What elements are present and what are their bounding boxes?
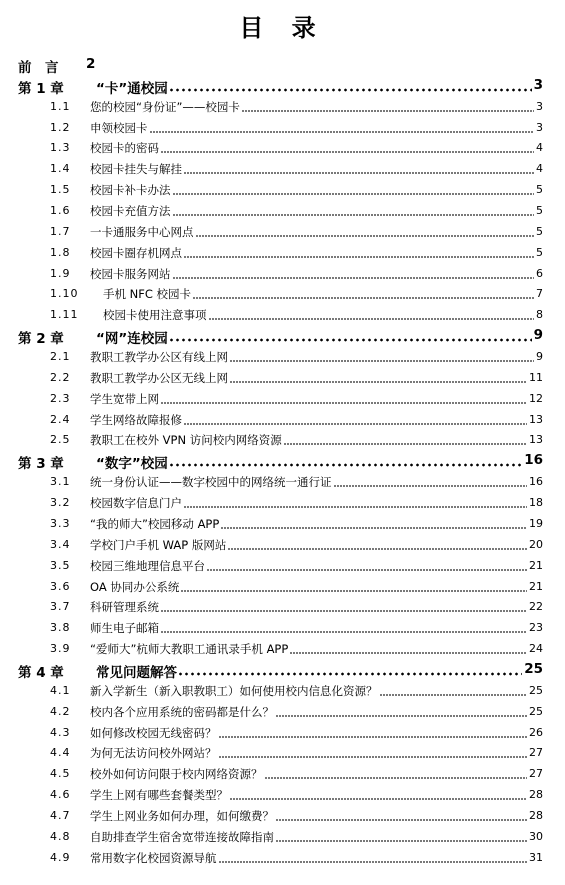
toc-section-entry[interactable] (0, 409, 565, 429)
toc-dot-leader (276, 810, 527, 822)
toc-entry-page: 21 (529, 579, 543, 593)
toc-entry-number: 1.1 (50, 99, 71, 113)
toc-entry-number: 1.7 (50, 224, 71, 238)
toc-entry-title: 您的校园“身份证”——校园卡 (90, 99, 240, 114)
toc-section-entry[interactable] (0, 117, 565, 137)
toc-dot-leader (173, 205, 534, 217)
toc-entry-page: 27 (529, 746, 543, 760)
toc-entry-page: 30 (529, 829, 543, 843)
toc-entry-number: 2.1 (50, 350, 71, 364)
toc-entry-title: OA 协同办公系统 (90, 579, 180, 594)
toc-dot-leader (179, 664, 522, 676)
toc-entry-number: 1.2 (50, 120, 71, 134)
toc-entry-page: 28 (529, 808, 543, 822)
toc-section-entry[interactable] (0, 346, 565, 366)
toc-dot-leader (196, 226, 534, 238)
toc-entry-title: 手机 NFC 校园卡 (103, 287, 192, 302)
toc-section-entry[interactable] (0, 492, 565, 512)
toc-entry-number: 4.5 (50, 767, 71, 781)
toc-entry-number: 第 2 章 (18, 331, 64, 348)
toc-entry-number: 1.10 (50, 287, 79, 301)
toc-entry-number: 2.5 (50, 433, 71, 447)
toc-entry-title: 如何修改校园无线密码？ (90, 725, 217, 740)
toc-entry-title: 一卡通服务中心网点 (90, 224, 194, 239)
toc-section-entry[interactable] (0, 429, 565, 449)
toc-dot-leader (219, 852, 527, 864)
toc-section-entry[interactable] (0, 534, 565, 554)
toc-entry-title: 自助排查学生宿舍宽带连接故障指南 (90, 829, 274, 844)
toc-dot-leader (161, 601, 527, 613)
toc-entry-title: 校园卡挂失与解挂 (90, 162, 182, 177)
toc-entry-page: 28 (529, 788, 543, 802)
toc-section-entry[interactable] (0, 722, 565, 742)
toc-entry-number: 2.3 (50, 391, 71, 405)
toc-entry-number: 第 4 章 (18, 664, 64, 681)
toc-entry-number: 4.7 (50, 808, 71, 822)
toc-entry-number: 1.4 (50, 162, 71, 176)
toc-entry-title: “卡”通校园 (96, 80, 168, 97)
toc-entry-title: 学生上网有哪些套餐类型？ (90, 788, 228, 803)
toc-section-entry[interactable] (0, 847, 565, 867)
toc-entry-page: 6 (536, 266, 543, 280)
toc-entry-number: 第 3 章 (18, 456, 64, 473)
toc-entry-number: 4.1 (50, 683, 71, 697)
toc-entry-number: 4.3 (50, 725, 71, 739)
toc-entry-page: 5 (536, 245, 543, 259)
toc-entry-number: 3.2 (50, 496, 71, 510)
toc-dot-leader (181, 581, 527, 593)
toc-entry-title: 教职工在校外 VPN 访问校内网络资源 (90, 433, 282, 448)
toc-entry-title: 校外如何访问限于校内网络资源？ (90, 767, 263, 782)
toc-entry-title: “网”连校园 (96, 331, 168, 348)
toc-section-entry[interactable] (0, 283, 565, 303)
toc-section-entry[interactable] (0, 137, 565, 157)
toc-dot-leader (184, 414, 527, 426)
toc-entry-page: 16 (529, 475, 543, 489)
toc-entry-title: “我的师大”校园移动 APP (90, 516, 220, 531)
toc-entry-number: 2.2 (50, 370, 71, 384)
page-title: 目 录 (239, 14, 326, 42)
toc-section-entry[interactable] (0, 805, 565, 825)
toc-entry-page: 25 (524, 660, 543, 677)
toc-entry-title: “爱师大”杭师大教职工通讯录手机 APP (90, 642, 289, 657)
toc-entry-title: 校内各个应用系统的密码都是什么？ (90, 704, 274, 719)
toc-section-entry[interactable] (0, 158, 565, 178)
toc-entry-title: 教职工教学办公区无线上网 (90, 370, 228, 385)
toc-entry-page: 13 (529, 412, 543, 426)
toc-section-entry[interactable] (0, 784, 565, 804)
toc-entry-page: 26 (529, 725, 543, 739)
toc-chapter-entry[interactable] (0, 75, 565, 95)
toc-chapter-entry[interactable] (0, 659, 565, 679)
toc-entry-title: 新入学新生（新入职教职工）如何使用校内信息化资源？ (90, 683, 378, 698)
toc-section-entry[interactable] (0, 513, 565, 533)
toc-entry-page: 25 (529, 704, 543, 718)
toc-entry-title: 校园卡服务网站 (90, 266, 171, 281)
toc-entry-page: 4 (536, 162, 543, 176)
toc-entry-number: 1.8 (50, 245, 71, 259)
toc-dot-leader (219, 747, 527, 759)
toc-entry-page: 9 (533, 327, 543, 344)
toc-entry-page: 22 (529, 600, 543, 614)
toc-dot-leader (161, 622, 527, 634)
toc-entry-title: 常见问题解答 (96, 664, 177, 681)
toc-section-entry[interactable] (0, 555, 565, 575)
toc-section-entry[interactable] (0, 596, 565, 616)
toc-section-entry[interactable] (0, 701, 565, 721)
toc-entry-page: 4 (536, 141, 543, 155)
toc-dot-leader (230, 789, 527, 801)
toc-dot-leader (193, 288, 534, 300)
toc-entry-title: 统一身份认证——数字校园中的网络统一通行证 (90, 475, 332, 490)
toc-entry-page: 19 (529, 516, 543, 530)
toc-dot-leader (184, 247, 534, 259)
toc-entry-page: 3 (536, 120, 543, 134)
toc-dot-leader (284, 434, 527, 446)
toc-entry-number: 3.4 (50, 537, 71, 551)
toc-section-entry[interactable] (0, 680, 565, 700)
toc-entry-page: 31 (529, 850, 543, 864)
toc-entry-title: 校园卡的密码 (90, 141, 159, 156)
toc-dot-leader (173, 184, 534, 196)
toc-dot-leader (170, 80, 532, 92)
toc-dot-leader (221, 518, 527, 530)
toc-entry-number: 1.6 (50, 204, 71, 218)
toc-entry-title: 校园卡使用注意事项 (103, 308, 207, 323)
toc-dot-leader (230, 351, 534, 363)
toc-section-entry[interactable] (0, 763, 565, 783)
toc-section-entry[interactable] (0, 221, 565, 241)
toc-entry-page: 16 (524, 452, 543, 469)
toc-entry-page: 7 (536, 287, 543, 301)
toc-dot-leader (276, 706, 527, 718)
toc-entry-title: 学校门户手机 WAP 版网站 (90, 537, 227, 552)
toc-dot-leader (228, 539, 527, 551)
toc-section-entry[interactable] (0, 617, 565, 637)
toc-entry-page: 18 (529, 496, 543, 510)
toc-entry-page: 23 (529, 621, 543, 635)
toc-entry-title: 申领校园卡 (90, 120, 148, 135)
toc-section-entry[interactable] (0, 576, 565, 596)
toc-entry-number: 2.4 (50, 412, 71, 426)
toc-entry-number: 3.6 (50, 579, 71, 593)
toc-dot-leader (173, 268, 534, 280)
toc-entry-number: 3.9 (50, 642, 71, 656)
toc-section-entry[interactable] (0, 367, 565, 387)
toc-section-entry[interactable] (0, 742, 565, 762)
toc-entry-number: 4.4 (50, 746, 71, 760)
toc-entry-page: 2 (86, 56, 96, 72)
toc-entry-number: 1.3 (50, 141, 71, 155)
toc-entry-number: 3.7 (50, 600, 71, 614)
toc-entry-page: 20 (529, 537, 543, 551)
toc-entry-title: 校园卡补卡办法 (90, 183, 171, 198)
toc-section-entry[interactable] (0, 200, 565, 220)
toc-section-entry[interactable] (0, 638, 565, 658)
toc-entry-page: 3 (533, 76, 543, 93)
toc-entry-number: 4.2 (50, 704, 71, 718)
toc-entry-number: 第 1 章 (18, 80, 64, 97)
toc-entry-page: 11 (529, 370, 543, 384)
toc-dot-leader (334, 476, 527, 488)
toc-section-entry[interactable] (0, 179, 565, 199)
toc-section-entry[interactable] (0, 96, 565, 116)
toc-entry-title: 校园卡圈存机网点 (90, 245, 182, 260)
toc-entry-number: 3.8 (50, 621, 71, 635)
toc-entry-number: 3.3 (50, 516, 71, 530)
toc-entry-title: 师生电子邮箱 (90, 621, 159, 636)
toc-entry-title: 校园三维地理信息平台 (90, 558, 205, 573)
toc-dot-leader (184, 497, 527, 509)
toc-entry-page: 3 (536, 99, 543, 113)
toc-entry-title: “数字”校园 (96, 456, 168, 473)
toc-entry-number: 3.1 (50, 475, 71, 489)
toc-dot-leader (219, 727, 527, 739)
toc-chapter-entry[interactable] (0, 54, 565, 74)
toc-entry-number: 4.6 (50, 788, 71, 802)
toc-entry-title: 教职工教学办公区有线上网 (90, 350, 228, 365)
toc-section-entry[interactable] (0, 471, 565, 491)
toc-entry-page: 13 (529, 433, 543, 447)
toc-entry-page: 5 (536, 224, 543, 238)
toc-entry-number: 1.5 (50, 183, 71, 197)
toc-entry-number: 3.5 (50, 558, 71, 572)
toc-entry-page: 27 (529, 767, 543, 781)
toc-dot-leader (170, 330, 532, 342)
toc-dot-leader (207, 560, 527, 572)
toc-entry-title: 校园数字信息门户 (90, 496, 182, 511)
toc-entry-number: 4.8 (50, 829, 71, 843)
toc-dot-leader (290, 643, 527, 655)
toc-dot-leader (276, 831, 527, 843)
toc-entry-page: 5 (536, 183, 543, 197)
toc-section-entry[interactable] (0, 826, 565, 846)
toc-entry-title: 为何无法访问校外网站？ (90, 746, 217, 761)
toc-entry-number: 前 言 (18, 60, 59, 76)
toc-dot-leader (209, 309, 534, 321)
toc-dot-leader (265, 768, 527, 780)
toc-entry-number: 4.9 (50, 850, 71, 864)
toc-entry-title: 学生宽带上网 (90, 391, 159, 406)
toc-dot-leader (184, 163, 534, 175)
toc-entry-title: 科研管理系统 (90, 600, 159, 615)
toc-section-entry[interactable] (0, 242, 565, 262)
toc-entry-page: 5 (536, 204, 543, 218)
toc-chapter-entry[interactable] (0, 450, 565, 473)
toc-entry-page: 21 (529, 558, 543, 572)
toc-entry-title: 学生网络故障报修 (90, 412, 182, 427)
toc-entry-title: 校园卡充值方法 (90, 204, 171, 219)
toc-entry-title: 学生上网业务如何办理，如何缴费？ (90, 808, 274, 823)
toc-dot-leader (242, 101, 534, 113)
toc-entry-number: 1.9 (50, 266, 71, 280)
toc-dot-leader (161, 393, 527, 405)
toc-entry-page: 8 (536, 308, 543, 322)
toc-dot-leader (170, 455, 522, 467)
toc-dot-leader (150, 122, 534, 134)
toc-entry-title: 常用数字化校园资源导航 (90, 850, 217, 865)
toc-entry-page: 24 (529, 642, 543, 656)
toc-section-entry[interactable] (0, 304, 565, 324)
toc-dot-leader (161, 142, 534, 154)
toc-entry-number: 1.11 (50, 308, 79, 322)
toc-chapter-entry[interactable] (0, 325, 565, 348)
toc-section-entry[interactable] (0, 263, 565, 283)
toc-entry-page: 9 (536, 350, 543, 364)
toc-entry-page: 25 (529, 683, 543, 697)
toc-dot-leader (380, 685, 527, 697)
toc-section-entry[interactable] (0, 388, 565, 408)
toc-entry-page: 12 (529, 391, 543, 405)
toc-dot-leader (230, 372, 527, 384)
